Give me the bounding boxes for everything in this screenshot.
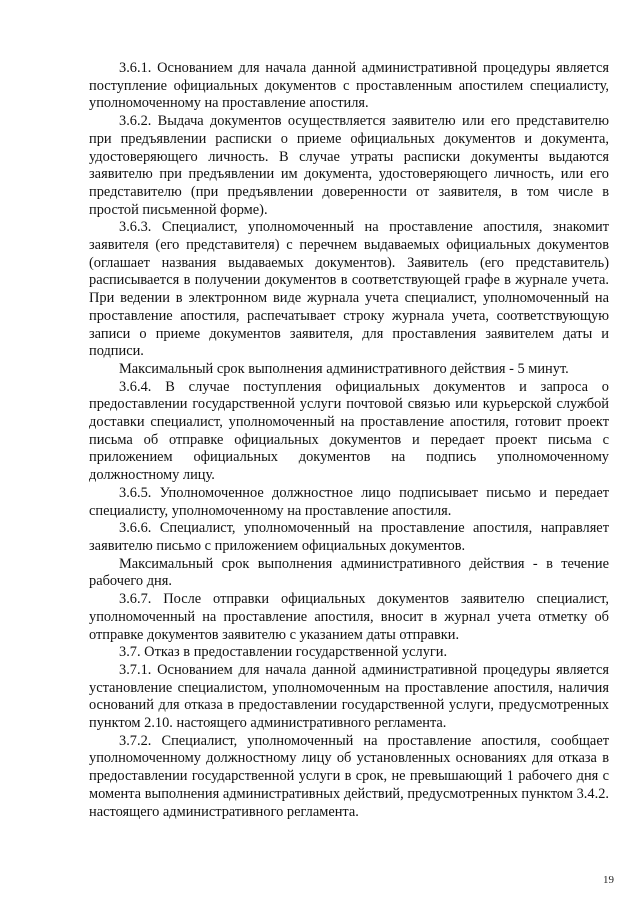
paragraph-3-7-1: 3.7.1. Основанием для начала данной административной процедуры является установление специалистом, уполномоченным на проставление апостиля, наличия оснований для отказа в предоставлении государственной услуги, предусмотренных пунктом 2.10. настоящего административного регламента.: [89, 661, 609, 732]
paragraph-max-time-2: Максимальный срок выполнения административного действия - в течение рабочего дня.: [89, 555, 609, 590]
paragraph-3-7-2: 3.7.2. Специалист, уполномоченный на проставление апостиля, сообщает уполномоченному должностному лицу об установленных основаниях для отказа в предоставлении государственной услуги в срок, не превышающий 1 рабочего дня с момента выполнения административных действий, предусмотренных пунктом 3.4.2. настоящего административного регламента.: [89, 732, 609, 820]
paragraph-3-6-5: 3.6.5. Уполномоченное должностное лицо подписывает письмо и передает специалисту, уполномоченному на проставление апостиля.: [89, 484, 609, 519]
paragraph-3-6-6: 3.6.6. Специалист, уполномоченный на проставление апостиля, направляет заявителю письмо с приложением официальных документов.: [89, 520, 609, 554]
page-number: 19: [603, 874, 614, 886]
paragraph-3-6-2: 3.6.2. Выдача документов осуществляется заявителю или его представителю при предъявлении расписки о приеме официальных документов и документа, удостоверяющего личность. В случае утраты расписки документы выдаются заявителю при предъявлении им документа, удостоверяющего личность, или его представителю (при предъявлении доверенности от заявителя, в том числе в простой письменной форме).: [89, 113, 609, 218]
body-text: [89, 60, 609, 821]
paragraph-3-7: 3.7. Отказ в предоставлении государственной услуги.: [119, 644, 448, 661]
paragraph-max-time-1: Максимальный срок выполнения административного действия - 5 минут.: [119, 360, 569, 377]
paragraph-3-6-1: 3.6.1. Основанием для начала данной административной процедуры является поступление официальных документов с проставленным апостилем специалисту, уполномоченному на проставление апостиля.: [89, 60, 609, 112]
paragraph-3-6-7: 3.6.7. После отправки официальных документов заявителю специалист, уполномоченный на проставление апостиля, вносит в журнал учета отметку об отправке документов заявителю с указанием даты отправки.: [89, 591, 609, 643]
paragraph-3-6-4: 3.6.4. В случае поступления официальных документов и запроса о предоставлении государственной услуги почтовой связью или курьерской службой доставки специалист, уполномоченный на проставление апостиля, готовит проект письма об отправке официальных документов и передает проект письма с приложением официальных документов на подпись уполномоченному должностному лицу.: [89, 378, 609, 484]
paragraph-3-6-3: 3.6.3. Специалист, уполномоченный на проставление апостиля, знакомит заявителя (его представителя) с перечнем выдаваемых официальных документов (оглашает названия выдаваемых документов). Заявитель (его представитель) расписывается в получении документов в соответствующей графе в журнале учета. При ведении в электронном виде журнала учета специалист, уполномоченный на проставление апостиля, распечатывает строку журнала учета, соответствующую записи о приеме документов заявителя, для проставления заявителем даты и подписи.: [89, 219, 609, 360]
